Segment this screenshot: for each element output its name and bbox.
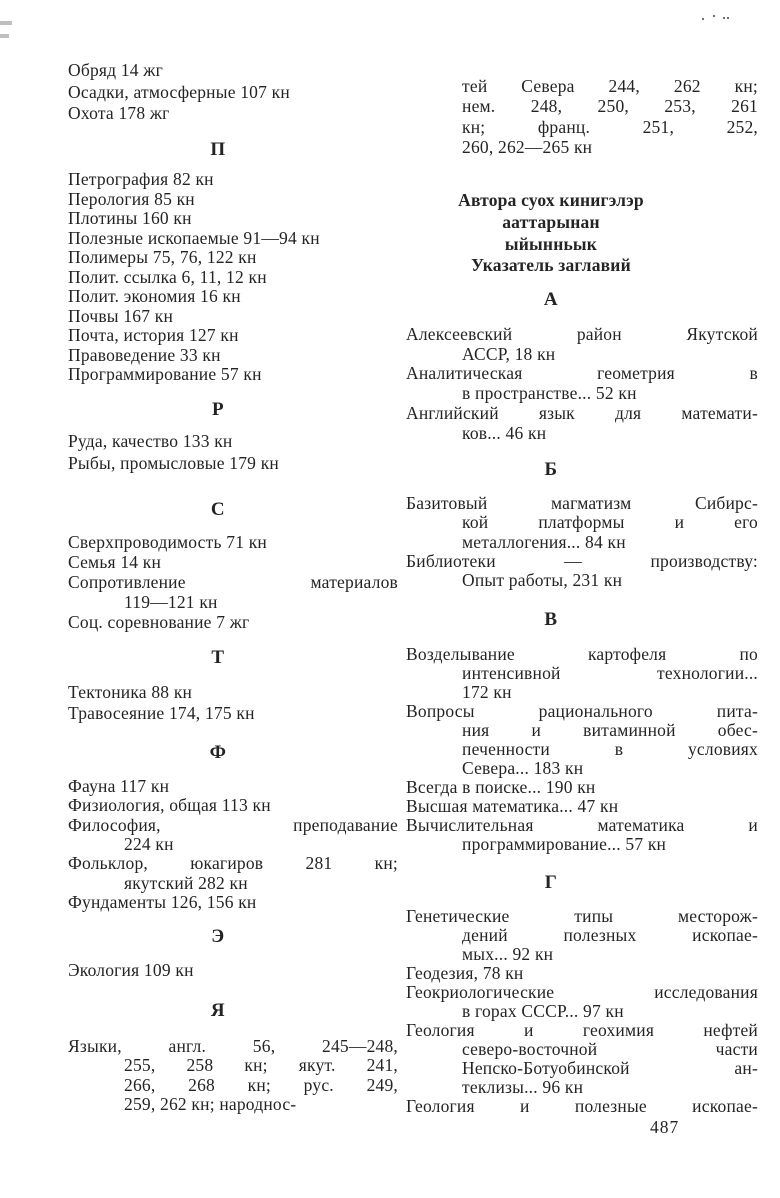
index-entry-line: кн; франц. 251, 252, [462, 116, 758, 137]
section-letter-heading: П [210, 139, 226, 160]
index-entry-line: Семья 14 кн [68, 552, 162, 572]
index-entry-line: Травосеяние 174, 175 кн [68, 703, 255, 723]
scan-speck [723, 17, 725, 19]
index-entry-line: Полит. экономия 16 кн [68, 286, 241, 306]
index-entry-line: ков... 46 кн [462, 422, 547, 443]
index-entry-line: Опыт работы, 231 кн [462, 570, 623, 591]
index-entry-line: Генетические типы месторож- [406, 906, 758, 926]
index-entry-line: Аналитическая геометрия в [406, 363, 758, 384]
index-entry-line: программирование... 57 кн [462, 834, 667, 854]
index-entry-line: Почта, история 127 кн [68, 325, 239, 345]
index-entry-line: Обряд 14 жг [68, 60, 163, 80]
index-entry-line: Геодезия, 78 кн [406, 963, 524, 983]
index-column-right [406, 0, 758, 1198]
index-entry-line: Философия, преподавание [68, 814, 398, 835]
index-title-line: Автора суох кинигэлэр [458, 190, 644, 210]
index-entry-line: 224 кн [124, 833, 174, 854]
index-entry-line: Языки, англ. 56, 245—248, [68, 1036, 398, 1056]
section-letter-heading: Я [210, 1000, 226, 1021]
index-entry-line: Плотины 160 кн [68, 208, 192, 228]
index-entry-line: Библиотеки — производству: [406, 550, 758, 571]
index-entry-line: интенсивной технологии... [462, 663, 758, 683]
index-entry-line: Сверхпроводимость 71 кн [68, 532, 267, 552]
index-entry-line: Рыбы, промысловые 179 кн [68, 453, 279, 473]
index-entry-line: 255, 258 кн; якут. 241, [124, 1055, 398, 1076]
index-entry-line: Севера... 183 кн [462, 758, 584, 778]
index-entry-line: ния и витаминной обес- [462, 720, 758, 740]
index-entry-line: Осадки, атмосферные 107 кн [68, 81, 290, 102]
index-column-left [68, 0, 398, 1198]
index-entry-line: Тектоника 88 кн [68, 682, 193, 702]
section-letter-heading: Б [544, 459, 558, 480]
index-entry-line: 266, 268 кн; рус. 249, [124, 1074, 398, 1095]
index-entry-line: Полезные ископаемые 91—94 кн [68, 227, 320, 248]
index-entry-line: в пространстве... 52 кн [462, 383, 637, 404]
index-entry-line: в горах СССР... 97 кн [462, 1001, 624, 1021]
section-letter-heading: Т [211, 647, 225, 668]
index-entry-line: Возделывание картофеля по [406, 644, 758, 664]
scan-edge-mark [0, 21, 12, 25]
index-entry-line: Базитовый магматизм Сибирс- [406, 493, 758, 513]
index-entry-line: Геология и геохимия нефтей [406, 1020, 758, 1040]
index-entry-line: Физиология, общая 113 кн [68, 795, 271, 816]
section-letter-heading: Э [211, 926, 225, 947]
index-entry-line: нем. 248, 250, 253, 261 [462, 96, 758, 117]
index-entry-line: Правоведение 33 кн [68, 344, 221, 365]
index-entry-line: Соц. соревнование 7 жг [68, 612, 250, 632]
index-entry-line: дений полезных ископае- [462, 925, 758, 945]
section-letter-heading: В [544, 609, 558, 630]
index-entry-line: Руда, качество 133 кн [68, 431, 233, 451]
index-entry-line: Программирование 57 кн [68, 364, 262, 384]
index-entry-line: кой платформы и его [462, 512, 758, 533]
index-entry-line: северо-восточной части [462, 1039, 758, 1059]
index-title-line: ааттарынан [502, 211, 600, 232]
index-entry-line: печенности в условиях [462, 739, 758, 759]
scan-edge-mark [0, 34, 9, 38]
index-entry-line: Геокриологические исследования [406, 982, 758, 1002]
index-entry-line: якутский 282 кн [124, 872, 248, 893]
index-entry-line: Полимеры 75, 76, 122 кн [68, 247, 257, 267]
section-letter-heading: Р [211, 399, 225, 420]
index-entry-line: Фундаменты 126, 156 кн [68, 891, 257, 912]
index-entry-line: Высшая математика... 47 кн [406, 796, 619, 816]
scan-speck [702, 18, 704, 20]
index-entry-line: Всегда в поиске... 190 кн [406, 777, 596, 797]
index-entry-line: Английский язык для математи- [406, 402, 758, 423]
index-entry-line: АССР, 18 кн [462, 343, 556, 364]
index-entry-line: Полит. ссылка 6, 11, 12 кн [68, 266, 267, 287]
index-entry-line: Перология 85 кн [68, 188, 195, 209]
index-entry-line: тей Севера 244, 262 кн; [462, 76, 758, 96]
index-entry-line: Фольклор, юкагиров 281 кн; [68, 853, 398, 874]
index-entry-line: Непско-Ботуобинской ан- [462, 1058, 758, 1078]
index-entry-line: Алексеевский район Якутской [406, 324, 758, 344]
scan-speck [713, 15, 715, 17]
index-entry-line: теклизы... 96 кн [462, 1077, 584, 1097]
section-letter-heading: Г [544, 872, 558, 893]
index-entry-line: 119—121 кн [124, 592, 218, 612]
index-entry-line: Геология и полезные ископае- [406, 1096, 758, 1116]
index-entry-line: Вычислительная математика и [406, 815, 758, 835]
index-entry-line: Вопросы рационального пита- [406, 701, 758, 721]
section-letter-heading: С [210, 499, 226, 520]
index-entry-line: Петрография 82 кн [68, 169, 214, 189]
index-entry-line: 260, 262—265 кн [462, 136, 593, 157]
index-entry-line: металлогения... 84 кн [462, 531, 626, 552]
scan-speck [727, 17, 729, 19]
section-letter-heading: А [543, 289, 559, 310]
index-entry-line: Почвы 167 кн [68, 305, 174, 326]
section-letter-heading: Ф [209, 742, 227, 763]
index-entry-line: Сопротивление материалов [68, 572, 398, 592]
index-title-line: ыйынньык [504, 233, 598, 254]
index-entry-line: мых... 92 кн [462, 944, 554, 964]
index-entry-line: Фауна 117 кн [68, 776, 170, 796]
index-title-line: Указатель заглавий [471, 255, 631, 276]
index-entry-line: 259, 262 кн; народнос- [124, 1093, 297, 1114]
index-entry-line: Охота 178 жг [68, 103, 170, 123]
index-entry-line: 172 кн [462, 682, 512, 702]
page-number: 487 [650, 1117, 680, 1137]
index-entry-line: Экология 109 кн [68, 960, 194, 980]
